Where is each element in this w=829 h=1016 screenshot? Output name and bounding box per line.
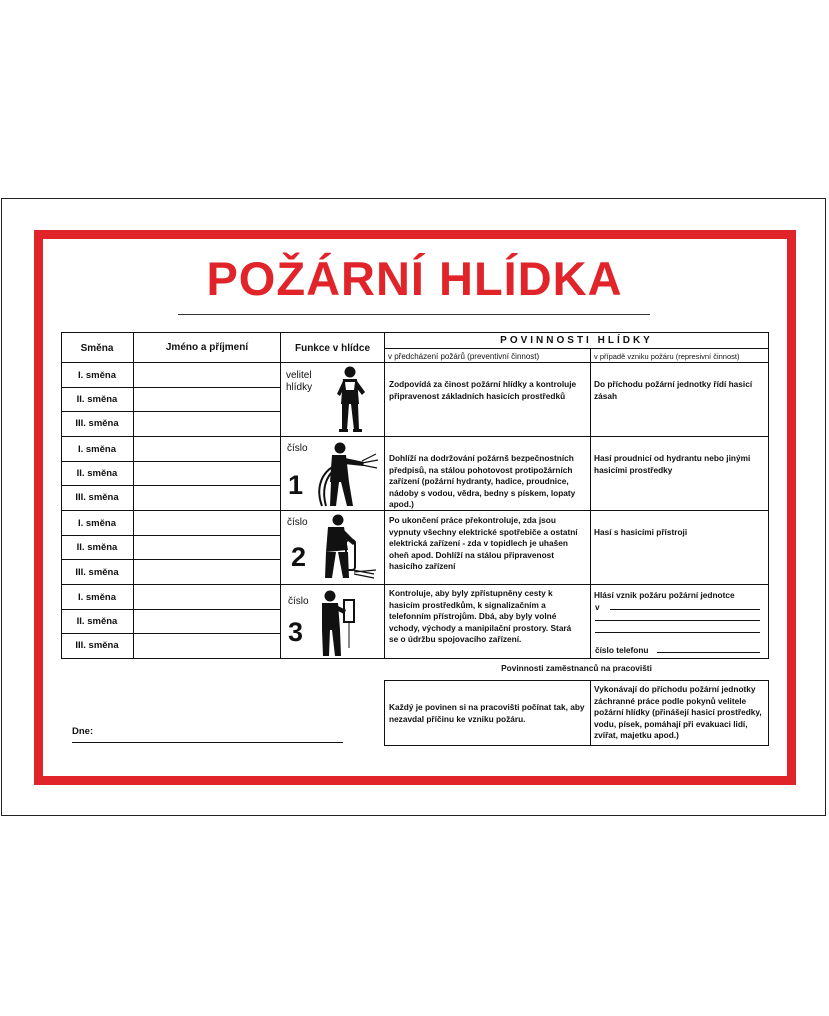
name-field[interactable] <box>134 610 280 633</box>
page-title: POŽÁRNÍ HLÍDKA <box>206 252 623 305</box>
role-number: 1 <box>288 470 304 500</box>
repressive-duty: Do příchodu požární jednotky řídí hasicí zásah <box>594 379 753 401</box>
name-field[interactable] <box>134 511 280 535</box>
shift-label: I. směna <box>77 592 117 603</box>
person-phone-icon <box>316 588 360 658</box>
employees-left-text: Každý je povinen si na pracovišti počínat tak, aby nezavdal příčinu ke vzniku požáru. <box>389 702 585 724</box>
shift-label: II. směna <box>76 394 118 405</box>
name-field[interactable] <box>134 462 280 485</box>
phone-field[interactable] <box>657 652 760 653</box>
preventive-duty: Po ukončení práce překontroluje, zda jsou vypnuty všechny elektrické spotřebiče a ostatní elektrická zařízení - zda v topidlech je uhašen oheň apod. Dohlíží na stálou připravenost hasicího zařízení <box>389 515 578 571</box>
shift-label: II. směna <box>76 616 118 627</box>
shift-label: I. směna <box>77 518 117 529</box>
repressive-duty: Hlásí vznik požáru požární jednotce <box>594 590 735 600</box>
repressive-v-label: v <box>595 602 600 612</box>
header-jmeno: Jméno a příjmení <box>165 342 249 353</box>
header-preventivni: v předcházení požárů (preventivní činnost) <box>388 352 540 361</box>
commander-figure-icon <box>330 364 370 434</box>
phone-label: číslo telefonu <box>595 645 649 655</box>
firefighter-hose-icon <box>312 440 384 508</box>
header-represivni: v případě vzniku požáru (represivní činnost) <box>594 352 740 361</box>
preventive-duty: Dohlíží na dodržování požárnš bezpečnostních předpisů, na stálou pohotovost protipožárních zařízení (požární hydranty, hadice, proudnice, nádoby s vodou, vědra, bedny s pískem, lopaty apod.) <box>389 453 576 509</box>
preventive-duty: Kontroluje, aby byly zpřístupněny cesty k hasicím prostředkům, k signalizačním a telefonním přístrojům. Dbá, aby byly volné vchody, východy a manipilační prostory. Stará se o údržbu spojovacího zařízení. <box>389 588 572 644</box>
employees-title: Povinnosti zaměstnanců na pracovišti <box>501 663 652 673</box>
shift-label: III. směna <box>75 418 119 429</box>
unit-field[interactable] <box>595 632 760 633</box>
shift-label: III. směna <box>75 567 119 578</box>
header-povinnosti: POVINNOSTI HLÍDKY <box>500 335 653 346</box>
shift-label: I. směna <box>77 370 117 381</box>
title-underline <box>178 314 650 315</box>
repressive-duty: Hasí s hasicími přístroji <box>594 527 688 537</box>
name-field[interactable] <box>134 388 280 411</box>
name-field[interactable] <box>134 412 280 436</box>
role-number: 3 <box>288 617 304 647</box>
shift-label: III. směna <box>75 492 119 503</box>
name-field[interactable] <box>134 560 280 584</box>
unit-field[interactable] <box>595 620 760 621</box>
role-label: číslo <box>288 596 309 607</box>
employees-right-text: Vykonávají do příchodu požární jednotky záchranné práce podle pokynů velitele požární hlídky (přinášejí hasicí prostředky, vodu, písek, pomáhají při evakuaci lidí, zvířat, majetku apod.) <box>594 684 762 740</box>
shift-label: I. směna <box>77 444 117 455</box>
name-field[interactable] <box>134 486 280 510</box>
header-smena: Směna <box>80 343 114 354</box>
unit-field[interactable] <box>610 609 760 610</box>
role-label: číslo <box>287 517 308 528</box>
shift-label: II. směna <box>76 542 118 553</box>
preventive-duty: Zodpovídá za činost požární hlídky a kontroluje připravenost základních hasicích prostředků <box>389 379 577 401</box>
shift-label: II. směna <box>76 468 118 479</box>
name-field[interactable] <box>134 585 280 609</box>
date-label: Dne: <box>72 726 94 737</box>
name-field[interactable] <box>134 363 280 387</box>
header-funkce: Funkce v hlídce <box>294 343 371 354</box>
role-label: číslo <box>287 443 308 454</box>
date-field[interactable] <box>72 742 343 743</box>
name-field[interactable] <box>134 536 280 559</box>
name-field[interactable] <box>134 634 280 658</box>
role-number: 2 <box>291 542 307 572</box>
role-label: velitel hlídky <box>286 370 313 393</box>
shift-label: III. směna <box>75 640 119 651</box>
repressive-duty: Hasí proudnicí od hydrantu nebo jinými hasicími prostředky <box>594 453 751 475</box>
firefighter-extinguisher-icon <box>316 512 382 582</box>
name-field[interactable] <box>134 437 280 461</box>
